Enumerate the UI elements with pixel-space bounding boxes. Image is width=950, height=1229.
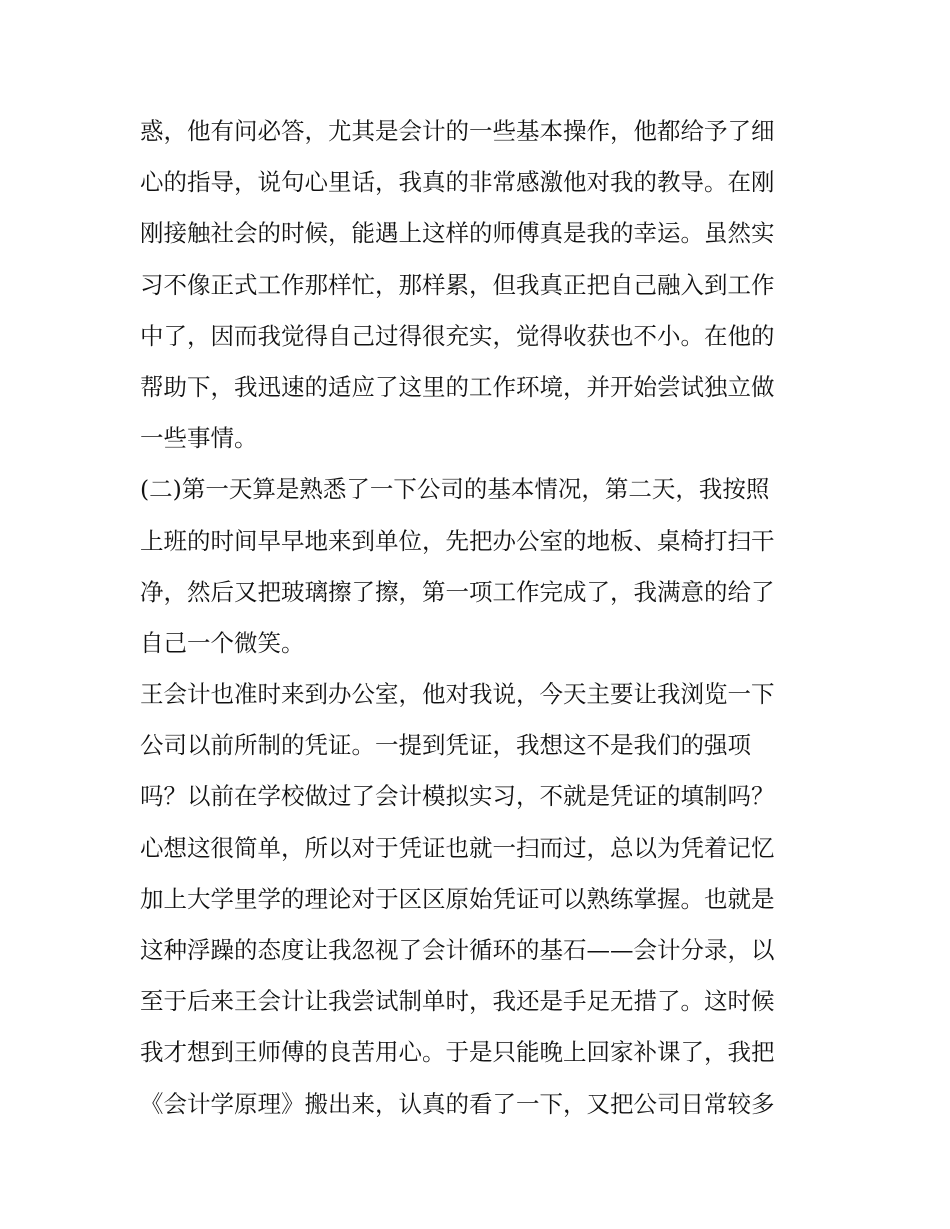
- text-line: 刚接触社会的时候，能遇上这样的师傅真是我的幸运。虽然实: [140, 219, 775, 248]
- text-line: 心想这很简单，所以对于凭证也就一扫而过，总以为凭着记忆: [140, 833, 775, 862]
- text-line: 公司以前所制的凭证。一提到凭证，我想这不是我们的强项: [140, 731, 751, 760]
- text-line: 中了，因而我觉得自己过得很充实，觉得收获也不小。在他的: [140, 321, 775, 350]
- text-line: 吗？以前在学校做过了会计模拟实习，不就是凭证的填制吗？: [140, 782, 775, 811]
- text-line: 王会计也准时来到办公室，他对我说，今天主要让我浏览一下: [140, 680, 775, 709]
- text-line: 一些事情。: [140, 424, 258, 453]
- text-line: 帮助下，我迅速的适应了这里的工作环境，并开始尝试独立做: [140, 372, 775, 401]
- body-text: [140, 106, 820, 1130]
- text-line: 《会计学原理》搬出来，认真的看了一下，又把公司日常较多: [140, 1089, 775, 1118]
- text-line: 心的指导，说句心里话，我真的非常感激他对我的教导。在刚: [140, 168, 775, 197]
- text-line: 加上大学里学的理论对于区区原始凭证可以熟练掌握。也就是: [140, 884, 775, 913]
- text-line: 习不像正式工作那样忙，那样累，但我真正把自己融入到工作: [140, 270, 775, 299]
- text-line: 上班的时间早早地来到单位，先把办公室的地板、桌椅打扫干: [140, 526, 775, 555]
- text-line: 惑，他有问必答，尤其是会计的一些基本操作，他都给予了细: [140, 117, 775, 145]
- text-line: 至于后来王会计让我尝试制单时，我还是手足无措了。这时候: [140, 987, 775, 1016]
- text-line: 净，然后又把玻璃擦了擦，第一项工作完成了，我满意的给了: [140, 577, 775, 606]
- text-line: (二)第一天算是熟悉了一下公司的基本情况，第二天，我按照: [140, 475, 770, 504]
- text-line: 自己一个微笑。: [140, 628, 305, 657]
- text-line: 这种浮躁的态度让我忽视了会计循环的基石——会计分录，以: [140, 936, 775, 964]
- text-line: 我才想到王师傅的良苦用心。于是只能晚上回家补课了，我把: [140, 1038, 775, 1067]
